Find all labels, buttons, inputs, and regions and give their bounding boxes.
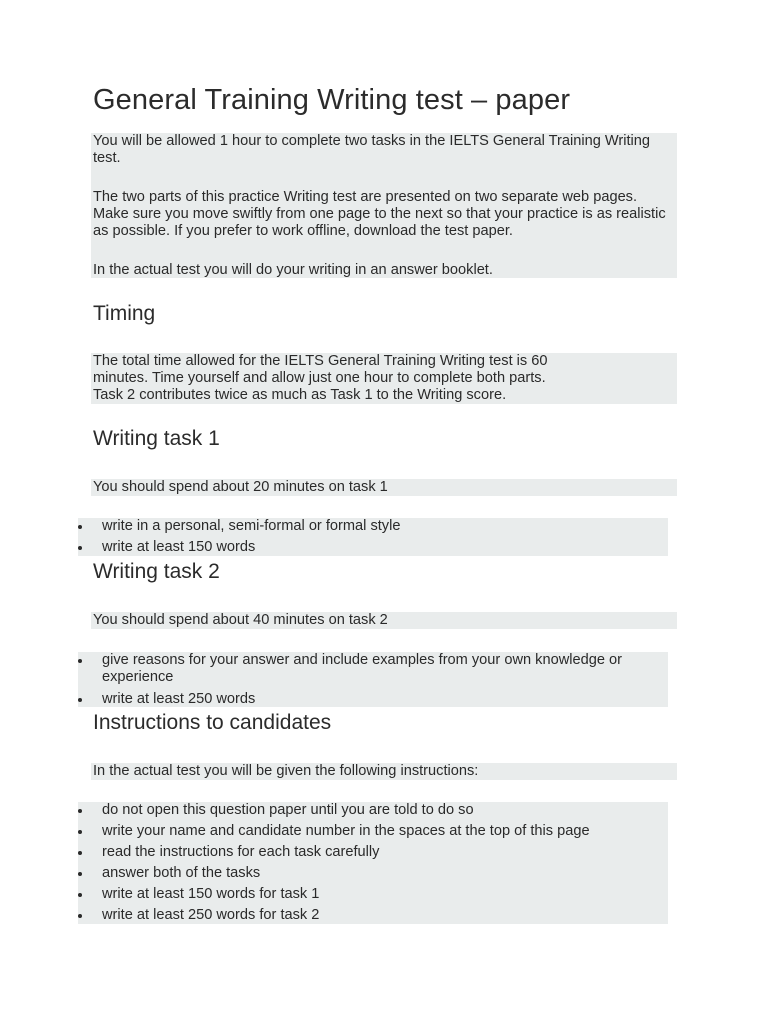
- task1-heading: Writing task 1: [93, 427, 220, 450]
- list-item-text: give reasons for your answer and include examples from your own knowledge or experience: [102, 652, 622, 685]
- timing-heading: Timing: [93, 302, 156, 325]
- list-item-text: write in a personal, semi-formal or formal style: [102, 518, 401, 534]
- bullet-icon: [78, 914, 82, 918]
- bullet-icon: [78, 893, 82, 897]
- list-item: [78, 539, 668, 556]
- bullet-icon: [78, 546, 82, 550]
- list-item-text: answer both of the tasks: [102, 865, 261, 881]
- bullet-icon: [78, 851, 82, 855]
- timing-text: The total time allowed for the IELTS General Training Writing test is 60 minutes. Time yourself and allow just one hour to complete both parts. Task 2 contributes twice as much as Task 1 to the Writing score.: [91, 353, 677, 404]
- list-item-text: write at least 250 words for task 2: [102, 907, 320, 923]
- list-item: [78, 844, 668, 861]
- task1-note: You should spend about 20 minutes on task 1: [91, 479, 677, 496]
- bullet-icon: [78, 659, 82, 663]
- intro-paragraph: You will be allowed 1 hour to complete two tasks in the IELTS General Training Writing test.: [93, 133, 651, 166]
- bullet-icon: [78, 525, 82, 529]
- list-item-text: do not open this question paper until you are told to do so: [102, 802, 474, 818]
- bullet-icon: [78, 698, 82, 702]
- list-item: [78, 823, 668, 840]
- list-item-text: write at least 150 words: [102, 539, 256, 555]
- list-item-text: read the instructions for each task carefully: [102, 844, 380, 860]
- instructions-list: [78, 802, 668, 924]
- list-item: [78, 886, 668, 903]
- task1-list: [78, 518, 668, 556]
- bullet-icon: [78, 872, 82, 876]
- list-item: [78, 652, 668, 686]
- list-item: [78, 691, 668, 708]
- intro-section: [91, 133, 677, 278]
- instructions-heading: Instructions to candidates: [93, 711, 332, 734]
- task2-note: You should spend about 40 minutes on task 2: [91, 612, 677, 629]
- intro-paragraph: The two parts of this practice Writing test are presented on two separate web pages. Make sure you move swiftly from one page to the next so that your practice is as realistic as possible. If you prefer to work offline, download the test paper.: [93, 189, 666, 239]
- list-item-text: write at least 150 words for task 1: [102, 886, 320, 902]
- page-title: General Training Writing test – paper: [93, 84, 571, 116]
- list-item-text: write your name and candidate number in the spaces at the top of this page: [102, 823, 590, 839]
- list-item: [78, 802, 668, 819]
- list-item-text: write at least 250 words: [102, 691, 256, 707]
- list-item: [78, 907, 668, 924]
- task2-list: [78, 652, 668, 707]
- bullet-icon: [78, 809, 82, 813]
- task2-heading: Writing task 2: [93, 560, 220, 583]
- list-item: [78, 518, 668, 535]
- instructions-note: In the actual test you will be given the following instructions:: [91, 763, 677, 780]
- intro-paragraph: In the actual test you will do your writing in an answer booklet.: [93, 262, 493, 278]
- bullet-icon: [78, 830, 82, 834]
- list-item: [78, 865, 668, 882]
